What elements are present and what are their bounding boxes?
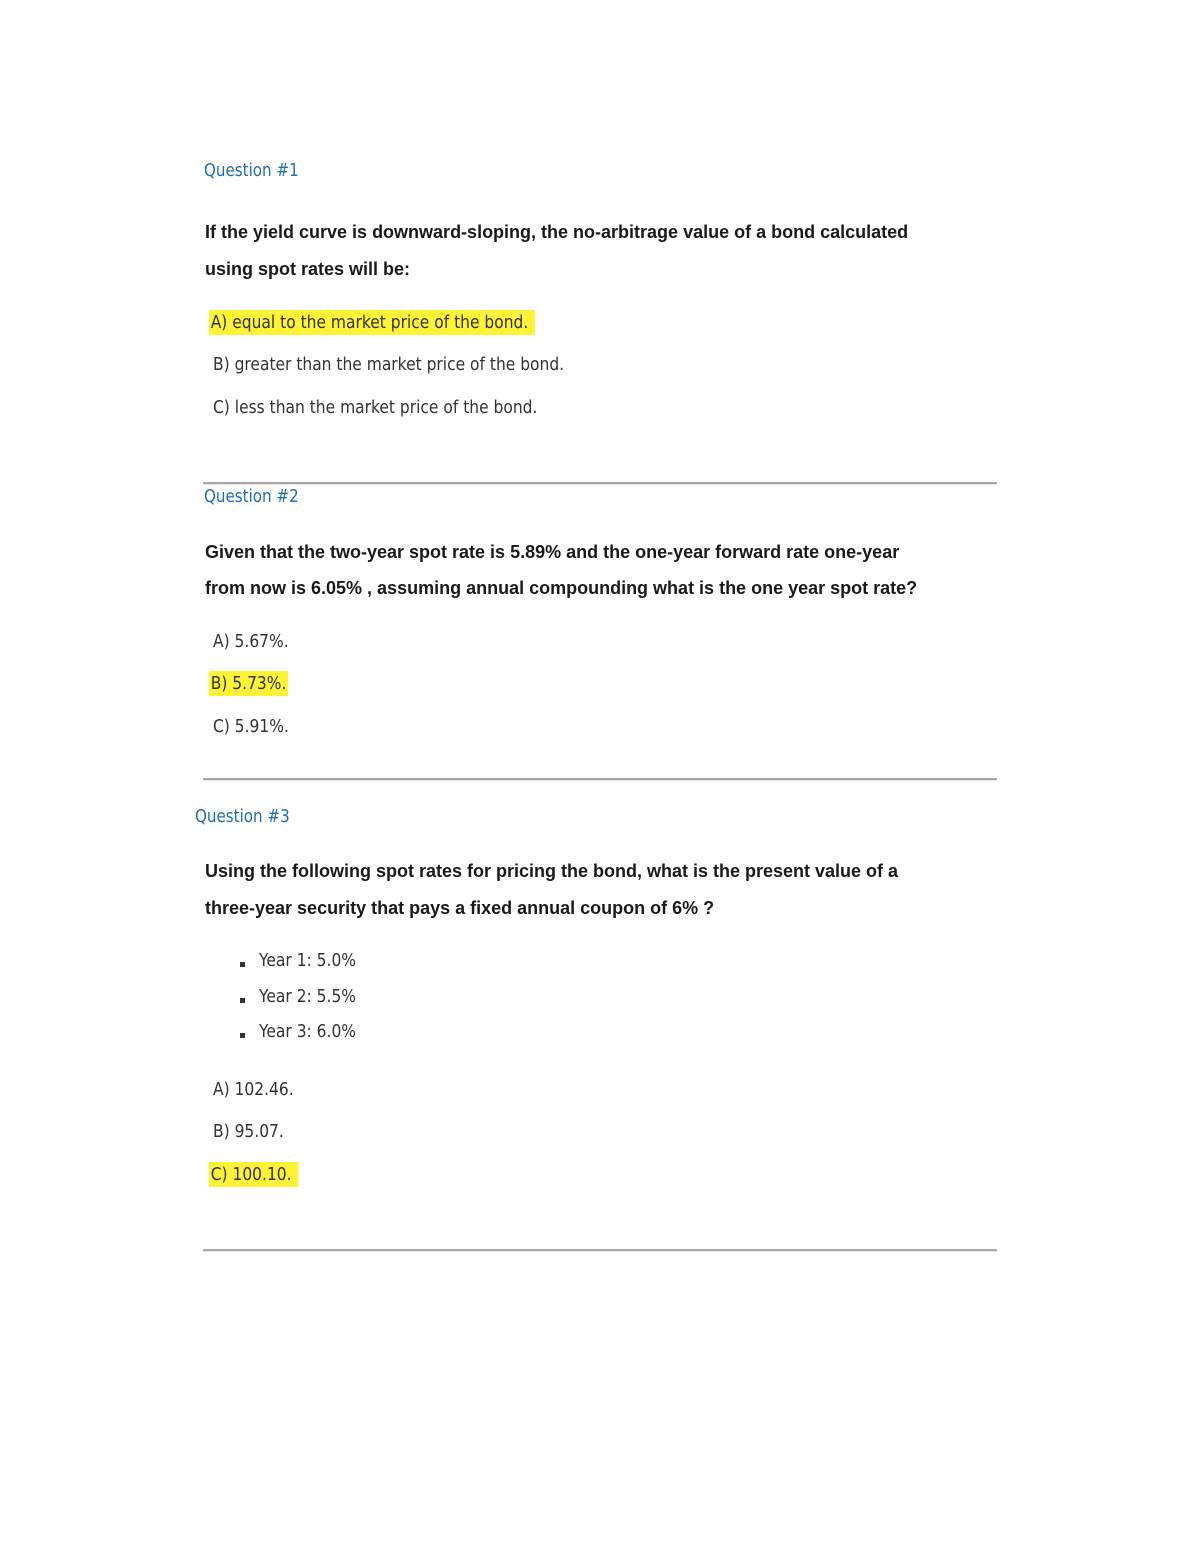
answer-option-label: A) 5.67%. xyxy=(213,631,289,652)
answer-option-label: A) equal to the market price of the bond. xyxy=(209,310,535,335)
question-text-line: If the yield curve is downward-sloping, the no-arbitrage value of a bond calculated xyxy=(205,222,909,242)
answer-option-label: B) greater than the market price of the bond. xyxy=(213,354,565,375)
question-text-line: from now is 6.05% , assuming annual compounding what is the one year spot rate? xyxy=(205,578,918,598)
question-text-line: Using the following spot rates for pricing the bond, what is the present value of a xyxy=(205,861,899,881)
answer-option-a[interactable] xyxy=(213,631,289,652)
question-text-line: three-year security that pays a fixed annual coupon of 6% ? xyxy=(205,898,715,918)
answer-option-label: B) 95.07. xyxy=(213,1121,284,1142)
answer-option-label: C) 5.91%. xyxy=(213,716,289,737)
answer-option-label: A) 102.46. xyxy=(213,1079,294,1100)
question-text-line: Given that the two-year spot rate is 5.89% and the one-year forward rate one-year xyxy=(205,542,900,562)
section-divider xyxy=(203,482,997,485)
list-item-text: Year 2: 5.5% xyxy=(259,986,357,1007)
answer-option-c[interactable] xyxy=(209,1164,298,1185)
answer-option-b[interactable] xyxy=(213,354,564,375)
answer-option-a[interactable] xyxy=(213,1079,294,1100)
question-heading: Question #2 xyxy=(204,486,299,507)
list-item-text: Year 3: 6.0% xyxy=(259,1021,357,1042)
answer-option-c[interactable] xyxy=(213,716,289,737)
bullet-icon xyxy=(240,1033,245,1038)
bullet-icon xyxy=(240,998,245,1003)
answer-option-label: C) less than the market price of the bond. xyxy=(213,397,538,418)
section-divider xyxy=(203,1249,997,1252)
list-item-text: Year 1: 5.0% xyxy=(259,950,357,971)
answer-option-b[interactable] xyxy=(213,1121,284,1142)
question-heading: Question #1 xyxy=(204,160,299,181)
answer-option-c[interactable] xyxy=(213,397,537,418)
question-heading: Question #3 xyxy=(195,806,290,827)
answer-option-label: C) 100.10. xyxy=(209,1162,298,1187)
answer-option-a[interactable] xyxy=(209,312,535,333)
answer-option-b[interactable] xyxy=(209,673,288,694)
bullet-icon xyxy=(240,962,245,967)
answer-option-label: B) 5.73%. xyxy=(210,673,287,694)
section-divider xyxy=(203,778,997,781)
question-text-line: using spot rates will be: xyxy=(205,259,411,279)
